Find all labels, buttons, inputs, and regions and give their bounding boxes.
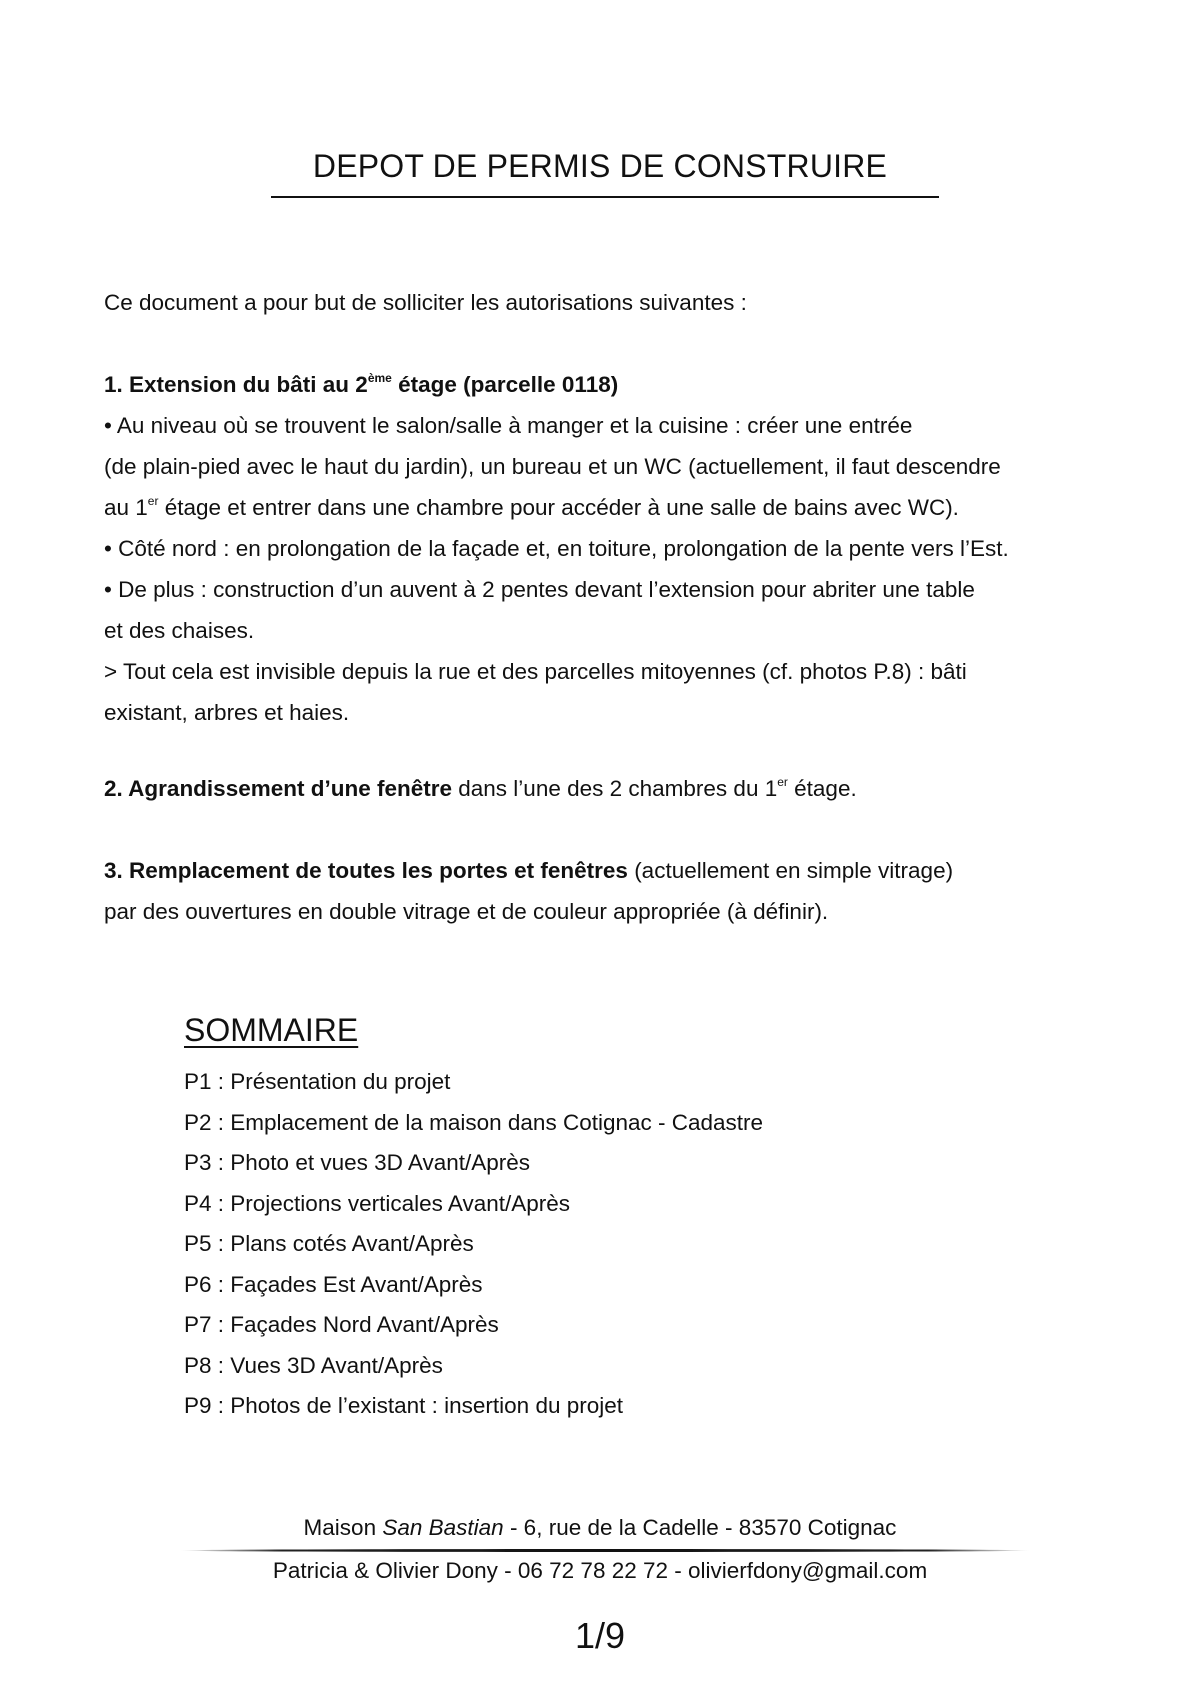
section-1-line [104, 487, 1124, 528]
toc-title: SOMMAIRE [184, 1012, 359, 1048]
footer-contact: Patricia & Olivier Dony - 06 72 78 22 72 - olivierfdony@gmail.com [272, 1558, 928, 1583]
toc-item: P3 : Photo et vues 3D Avant/Après [184, 1150, 531, 1175]
section-3-line [104, 850, 1124, 891]
section-1-line: > Tout cela est invisible depuis la rue et des parcelles mitoyennes (cf. photos P.8) : bâti [104, 659, 967, 684]
intro-text: Ce document a pour but de solliciter les autorisations suivantes : [104, 290, 747, 315]
intro-paragraph [104, 282, 1124, 323]
toc-item: P1 : Présentation du projet [184, 1069, 451, 1094]
section-2-text-end: étage. [787, 776, 857, 801]
section-3 [104, 850, 1124, 932]
section-1-heading-text-end: étage (parcelle 0118) [391, 372, 619, 397]
section-3-text: (actuellement en simple vitrage) [627, 858, 954, 883]
toc-item: P7 : Façades Nord Avant/Après [184, 1312, 499, 1337]
section-1-heading [104, 364, 1124, 405]
toc-item: P8 : Vues 3D Avant/Après [184, 1352, 443, 1378]
footer-address-prefix: Maison [303, 1515, 383, 1540]
section-3-line: par des ouvertures en double vitrage et de couleur appropriée (à définir). [104, 899, 829, 924]
superscript: er [777, 775, 788, 789]
footer-divider [180, 1549, 1030, 1552]
section-1-line: • Côté nord : en prolongation de la façade et, en toiture, prolongation de la pente vers l’Est. [104, 536, 1009, 561]
document-title: DEPOT DE PERMIS DE CONSTRUIRE [312, 148, 888, 184]
table-of-contents [184, 1010, 763, 1427]
toc-item: P4 : Projections verticales Avant/Après [184, 1190, 571, 1216]
toc-item: P9 : Photos de l’existant : insertion du projet [184, 1393, 624, 1418]
section-1-line-text-end: étage et entrer dans une chambre pour accéder à une salle de bains avec WC). [158, 495, 959, 520]
section-2 [104, 768, 1124, 809]
section-3-heading: 3. Remplacement de toutes les portes et fenêtres [104, 858, 628, 883]
page-number: 1/9 [574, 1615, 626, 1656]
toc-item: P6 : Façades Est Avant/Après [184, 1271, 483, 1297]
section-1-line: • Au niveau où se trouvent le salon/salle à manger et la cuisine : créer une entrée [104, 413, 913, 438]
section-2-line [104, 768, 1124, 809]
section-1-line: (de plain-pied avec le haut du jardin), un bureau et un WC (actuellement, il faut descendre [104, 454, 1001, 479]
toc-item: P2 : Emplacement de la maison dans Cotignac - Cadastre [184, 1109, 764, 1135]
section-1-line-text: au 1 [104, 495, 148, 520]
section-2-text: dans l’une des 2 chambres du 1 [452, 776, 778, 801]
section-1-line: et des chaises. [104, 618, 255, 643]
section-1 [104, 364, 1124, 733]
footer-address-rest: - 6, rue de la Cadelle - 83570 Cotignac [503, 1515, 897, 1540]
toc-item: P5 : Plans cotés Avant/Après [184, 1231, 474, 1256]
section-1-line: existant, arbres et haies. [104, 700, 350, 725]
superscript: ème [367, 371, 392, 385]
title-underline [271, 196, 939, 198]
section-1-line: • De plus : construction d’un auvent à 2 pentes devant l’extension pour abriter une table [104, 577, 975, 602]
superscript: er [147, 494, 159, 508]
section-1-heading-text: 1. Extension du bâti au 2 [104, 372, 368, 397]
footer-address [0, 1513, 1200, 1543]
section-2-heading: 2. Agrandissement d’une fenêtre [104, 776, 453, 801]
house-name: San Bastian [382, 1515, 504, 1540]
